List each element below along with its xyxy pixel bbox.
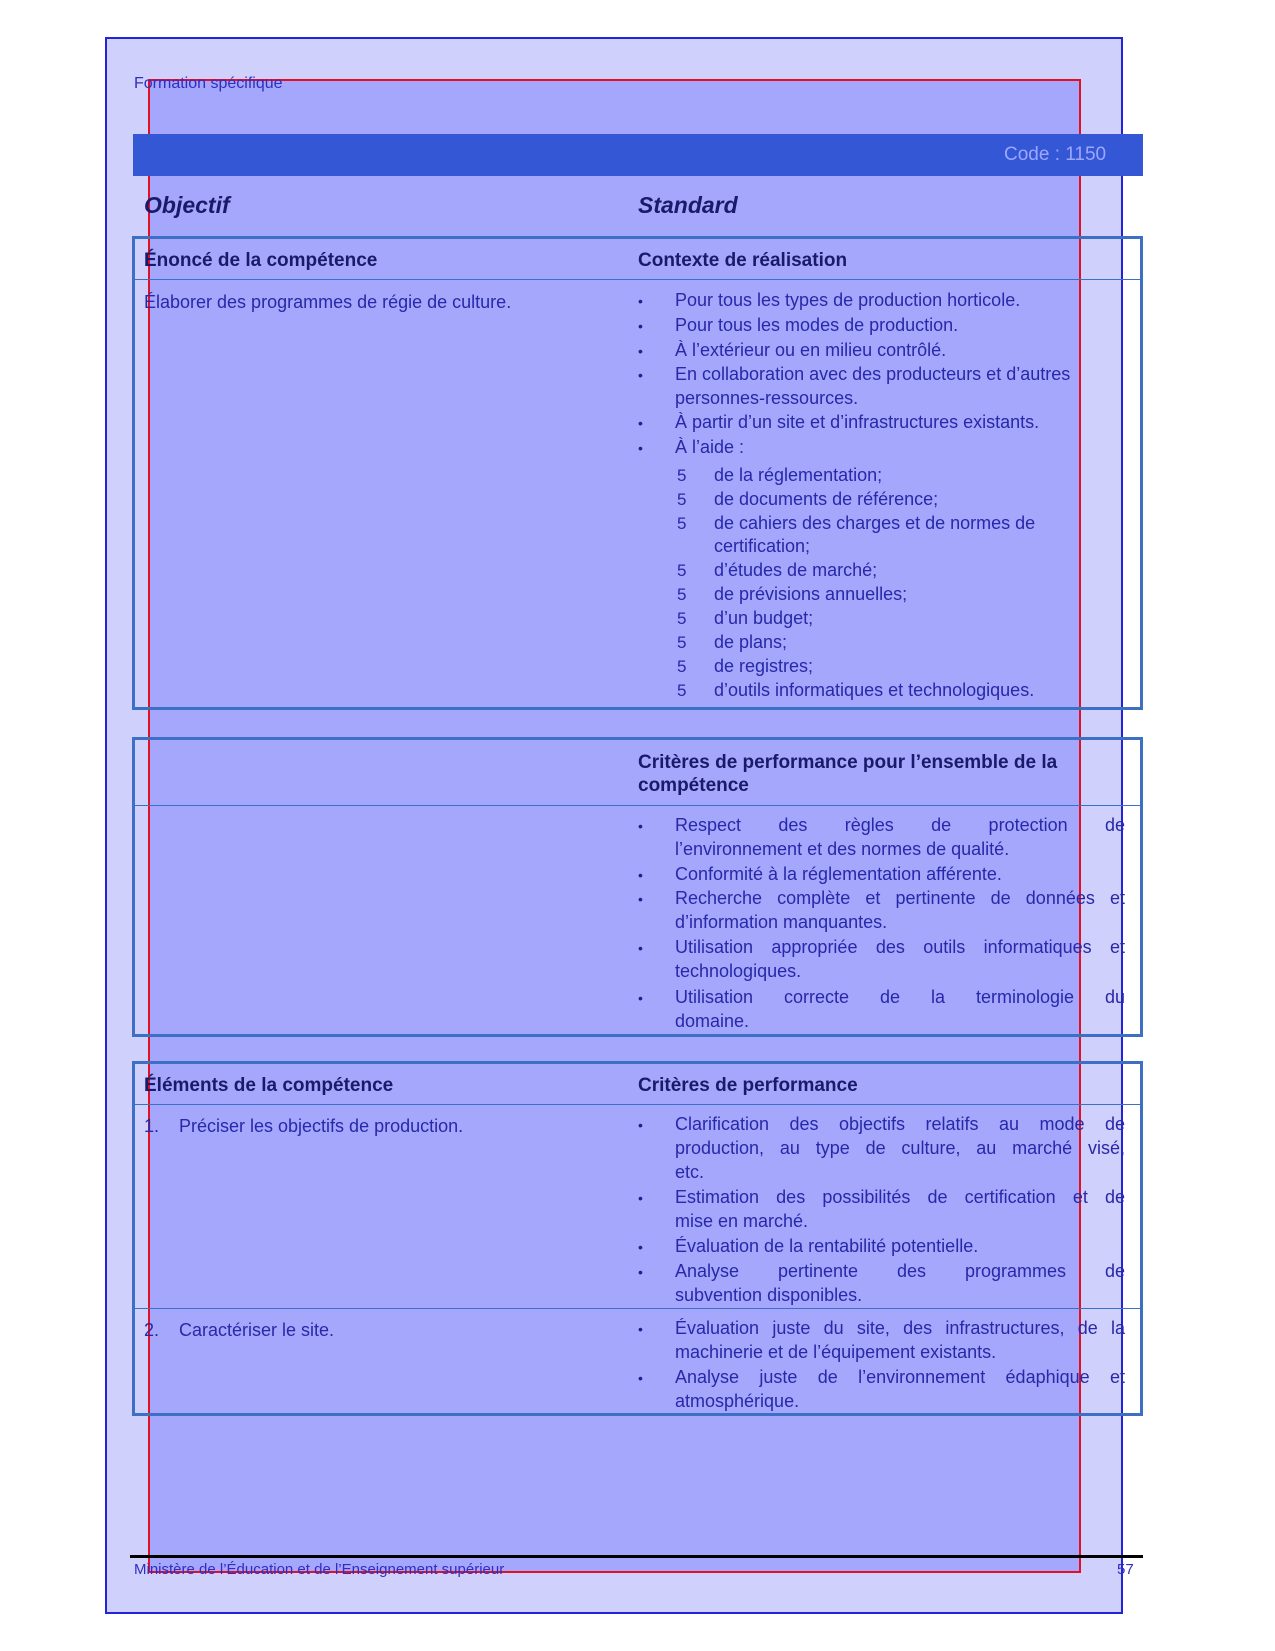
sub-bullet-icon: 5 (677, 681, 687, 700)
overall-criteria-divider (133, 805, 1142, 806)
sub-bullet-icon: 5 (677, 490, 687, 509)
code-label-text: Code : (1004, 144, 1060, 165)
elements-row-divider (133, 1308, 1142, 1309)
performance-criteria-header: Critères de performance (638, 1075, 858, 1096)
overall-criterion: Respect des règles de protection de (675, 815, 1125, 835)
bullet-icon: • (638, 940, 643, 956)
criterion-continued: etc. (675, 1162, 705, 1182)
overall-criteria-header: Critères de performance pour l’ensemble de la (638, 752, 1058, 773)
sub-bullet-icon: 5 (677, 585, 687, 604)
bullet-icon: • (638, 891, 643, 907)
criterion: Analyse pertinente des programmes de (675, 1261, 1125, 1281)
criterion: Estimation des possibilités de certification et de (675, 1187, 1125, 1207)
context-item: En collaboration avec des producteurs et d’autres (675, 364, 1071, 384)
competence-statement-header: Énoncé de la compétence (144, 250, 378, 271)
aide-item-continued: certification; (714, 536, 811, 556)
context-item: Pour tous les modes de production. (675, 315, 959, 335)
overall-criterion-continued: domaine. (675, 1011, 750, 1031)
overall-criterion-continued: d’information manquantes. (675, 912, 888, 932)
context-item: À l’aide : (675, 437, 745, 457)
criterion-continued: machinerie et de l’équipement existants. (675, 1342, 997, 1362)
criterion: Évaluation de la rentabilité potentielle. (675, 1236, 979, 1256)
criterion: Évaluation juste du site, des infrastructures, de la (675, 1318, 1125, 1338)
criterion-continued: subvention disponibles. (675, 1285, 863, 1305)
aide-item: d’outils informatiques et technologiques. (714, 680, 1035, 700)
overall-criterion-continued: technologiques. (675, 961, 802, 981)
aide-item: d’études de marché; (714, 560, 878, 580)
code-value: 1150 (1065, 144, 1107, 165)
sub-bullet-icon: 5 (677, 466, 687, 485)
overall-criterion: Utilisation correcte de la terminologie du (675, 987, 1125, 1007)
context-item: Pour tous les types de production horticole. (675, 290, 1021, 310)
aide-item: de cahiers des charges et de normes de (714, 513, 1036, 533)
aide-item: de la réglementation; (714, 465, 883, 485)
sub-bullet-icon: 5 (677, 609, 687, 628)
sub-bullet-icon: 5 (677, 657, 687, 676)
bullet-icon: • (638, 1190, 643, 1206)
criterion: Analyse juste de l’environnement édaphique et (675, 1367, 1125, 1387)
code-bar (133, 134, 1143, 176)
program-title: Formation spécifique (134, 75, 283, 92)
bullet-icon: • (638, 293, 643, 309)
footer-rule (130, 1555, 1143, 1558)
competence-table-divider (133, 279, 1142, 280)
element-text: Caractériser le site. (179, 1320, 335, 1340)
context-item: À partir d’un site et d’infrastructures existants. (675, 412, 1040, 432)
overall-criterion: Utilisation appropriée des outils informatiques et (675, 937, 1125, 957)
aide-item: de registres; (714, 656, 814, 676)
context-item: À l’extérieur ou en milieu contrôlé. (675, 340, 947, 360)
element-number: 1. (144, 1116, 160, 1136)
bullet-icon: • (638, 1239, 643, 1255)
criterion: Clarification des objectifs relatifs au mode de (675, 1114, 1125, 1134)
overall-criterion-continued: l’environnement et des normes de qualité. (675, 839, 1010, 859)
sub-bullet-icon: 5 (677, 633, 687, 652)
bullet-icon: • (638, 318, 643, 334)
bullet-icon: • (638, 867, 643, 883)
footer-ministry: Ministère de l’Éducation et de l’Enseignement supérieur (134, 1561, 505, 1578)
bullet-icon: • (638, 440, 643, 456)
bullet-icon: • (638, 1321, 643, 1337)
page-number: 57 (1117, 1561, 1134, 1578)
bullet-icon: • (638, 1264, 643, 1280)
context-item-continued: personnes-ressources. (675, 388, 859, 408)
competence-statement: Élaborer des programmes de régie de culture. (144, 292, 512, 312)
aide-item: de prévisions annuelles; (714, 584, 908, 604)
standard-heading: Standard (638, 192, 738, 218)
criterion-continued: mise en marché. (675, 1211, 809, 1231)
element-number: 2. (144, 1320, 160, 1340)
sub-bullet-icon: 5 (677, 561, 687, 580)
bullet-icon: • (638, 990, 643, 1006)
sub-bullet-icon: 5 (677, 514, 687, 533)
elements-header: Éléments de la compétence (144, 1075, 394, 1096)
bullet-icon: • (638, 1117, 643, 1133)
aide-item: de documents de référence; (714, 489, 939, 509)
bullet-icon: • (638, 367, 643, 383)
bullet-icon: • (638, 415, 643, 431)
objective-heading: Objectif (144, 192, 230, 218)
bullet-icon: • (638, 343, 643, 359)
criterion-continued: atmosphérique. (675, 1391, 800, 1411)
aide-item: de plans; (714, 632, 788, 652)
overall-criteria-header-continued: compétence (638, 775, 749, 796)
bullet-icon: • (638, 1370, 643, 1386)
element-text: Préciser les objectifs de production. (179, 1116, 464, 1136)
bullet-icon: • (638, 818, 643, 834)
overall-criterion: Conformité à la réglementation afférente. (675, 864, 1002, 884)
criterion-continued: production, au type de culture, au marché visé, (675, 1138, 1125, 1158)
code-label (1004, 144, 1106, 166)
elements-table-divider (133, 1104, 1142, 1105)
overall-criterion: Recherche complète et pertinente de données et (675, 888, 1125, 908)
aide-item: d’un budget; (714, 608, 814, 628)
context-header: Contexte de réalisation (638, 250, 848, 271)
